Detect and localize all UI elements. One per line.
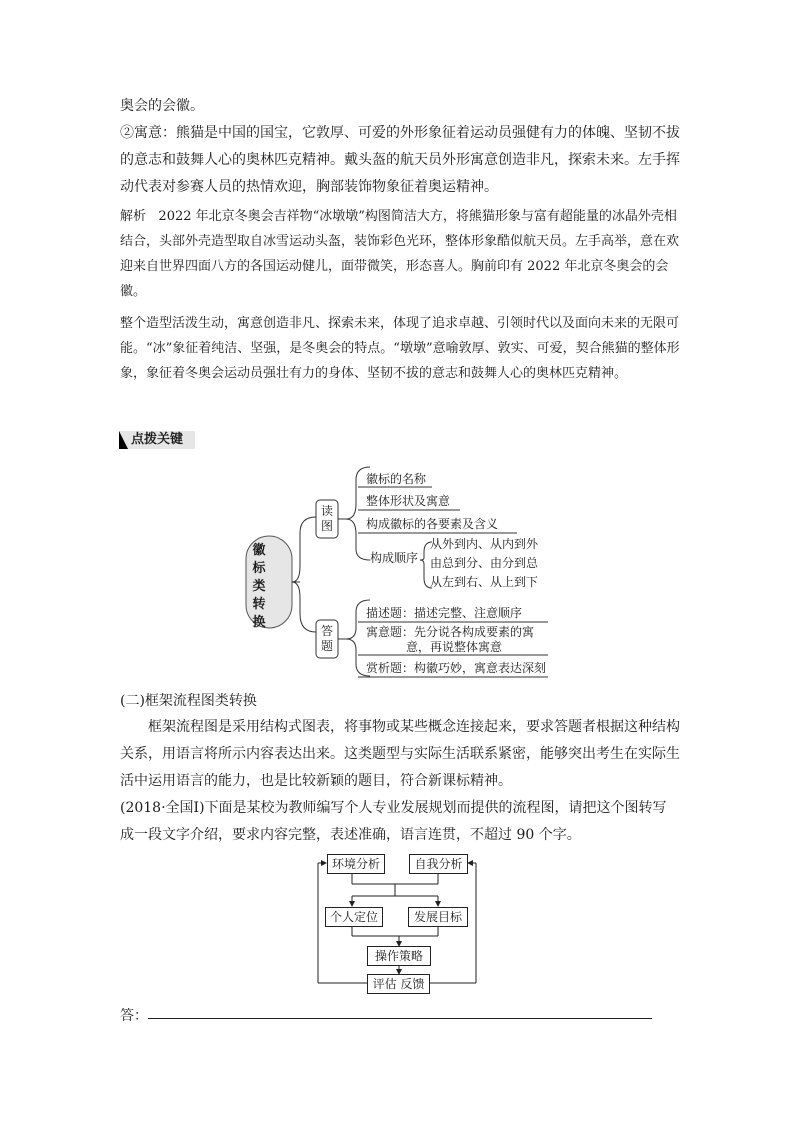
read-item: 徽标的名称 [366, 472, 427, 486]
flow-node-strategy: 操作策略 [367, 946, 431, 966]
mindmap-read-label: 读图 [320, 504, 333, 533]
order-item: 从左到右、从上到下 [430, 575, 539, 589]
flow-node-goals: 发展目标 [408, 907, 468, 927]
order-item: 由总到分、由分到总 [430, 556, 539, 570]
answer-label: 答： [120, 1008, 148, 1024]
section-header-label: 点拨关键 [131, 432, 184, 447]
flow-node-self: 自我分析 [409, 854, 468, 874]
flow-node-positioning: 个人定位 [325, 907, 383, 927]
answer-item: 描述题：描述完整、注意顺序 [366, 606, 523, 620]
section2-intro: 框架流程图是采用结构式图表，将事物或某些概念连接起来，要求答题者根据这种结构关系，用语言将所示内容表达出来。这类题型与实际生活联系紧密，能够突出考生在实际生活中运用语言的能力，也是比较新颖的题目，符合新课标精神。 [120, 719, 680, 789]
section2-title: (二)框架流程图类转换 [120, 693, 257, 709]
answer-input-line[interactable] [148, 1017, 652, 1019]
answer-item: 赏析题：构徽巧妙，寓意表达深刻 [366, 661, 547, 675]
flow-node-environment: 环境分析 [327, 854, 385, 874]
paragraph-analysis-2: 整个造型活泼生动，寓意创造非凡、探索未来，体现了追求卓越、引领时代以及面向未来的无限可能。“冰”象征着纯洁、坚强，是冬奥会的特点。“墩墩”意喻敦厚、敦实、可爱，契合熊猫的整体形象，象征着冬奥会运动员强壮有力的身体、坚韧不拔的意志和鼓舞人心的奥林匹克精神。 [120, 316, 680, 381]
paragraph-continuation: 奥会的会徽。 [120, 98, 204, 114]
mindmap-answer-label: 答题 [320, 624, 333, 653]
read-item: 构成徽标的各要素及含义 [366, 517, 499, 531]
answer-item: 寓意题：先分说各构成要素的寓 [366, 625, 535, 639]
flow-node-evaluation: 评估 反馈 [367, 974, 430, 994]
order-item: 从外到内、从内到外 [430, 537, 539, 551]
mindmap-center: 徽标类转换 [252, 543, 266, 630]
analysis-text: 2022 年北京冬奥会吉祥物“冰墩墩”构图简洁大方，将熊猫形象与富有超能量的冰晶外壳相结合，头部外壳造型取自冰雪运动头盔，装饰彩色光环，整体形象酷似航天员。左手高举，意在欢迎来自世界四面八方的各国运动健儿，面带微笑，形态喜人。胸前印有 2022 年北京冬奥会的会徽。 [120, 209, 680, 299]
answer-item: 意，再说整体寓意 [406, 640, 503, 654]
read-item: 整体形状及寓意 [366, 494, 451, 508]
section2-question: (2018·全国Ⅰ)下面是某校为教师编写个人专业发展规划而提供的流程图，请把这个图转写成一段文字介绍，要求内容完整，表述准确，语言连贯，不超过 90 个字。 [120, 800, 667, 843]
analysis-label: 解析 [120, 209, 147, 224]
paragraph-meaning: ②寓意：熊猫是中国的国宝，它敦厚、可爱的外形象征着运动员强健有力的体魄、坚韧不拔的意志和鼓舞人心的奥林匹克精神。戴头盔的航天员外形寓意创造非凡，探索未来。左手挥动代表对参赛人员的热情欢迎，胸部装饰物象征着奥运精神。 [120, 125, 680, 195]
read-order-label: 构成顺序 [370, 551, 419, 565]
